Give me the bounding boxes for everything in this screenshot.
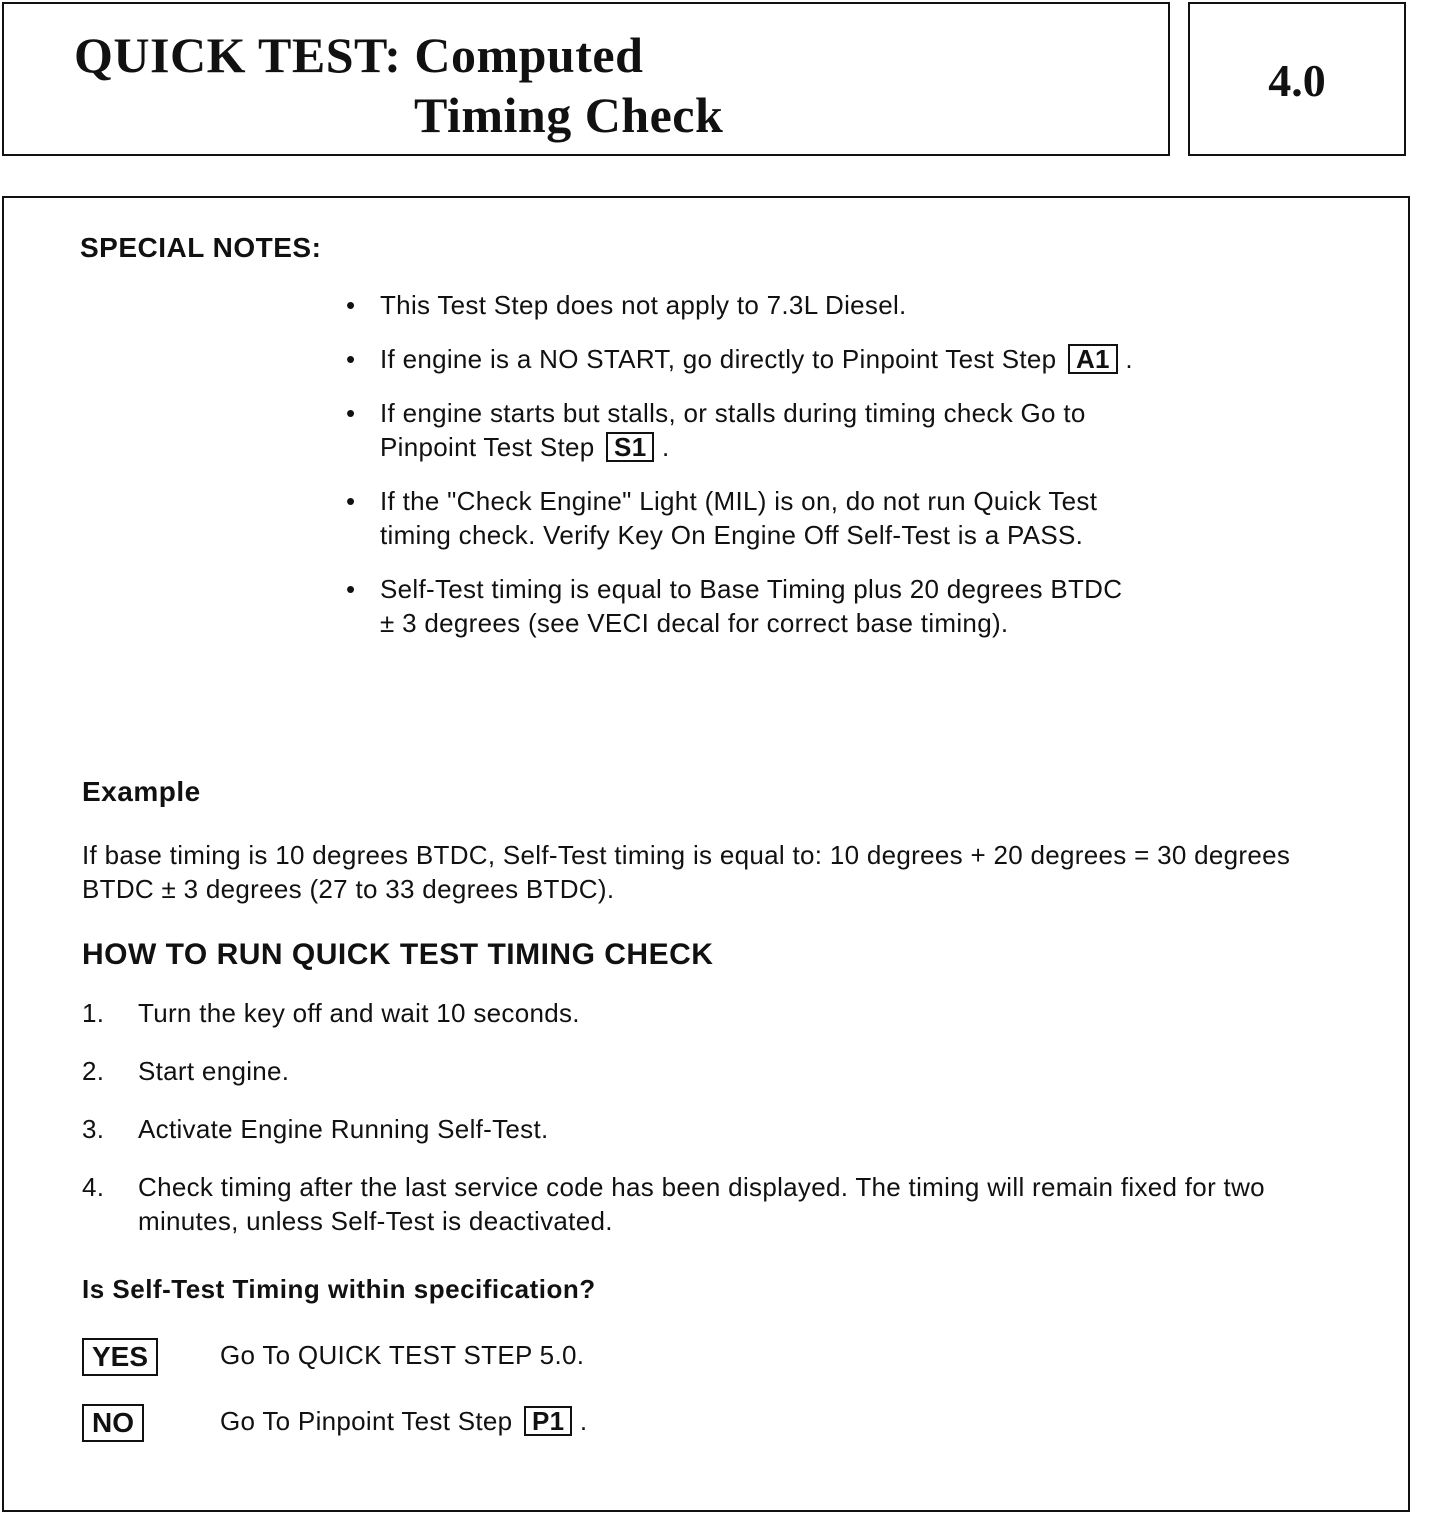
note-item	[344, 288, 1144, 322]
pinpoint-ref-a1[interactable]: A1	[1068, 344, 1118, 374]
bullet-icon: •	[346, 486, 356, 516]
page-title-line2: Timing Check	[414, 87, 724, 143]
step-num: 3.	[82, 1114, 105, 1144]
pinpoint-ref-p1[interactable]: P1	[524, 1406, 572, 1436]
page-title-line1: QUICK TEST: Computed	[74, 27, 644, 83]
step-text: Activate Engine Running Self-Test.	[138, 1114, 549, 1144]
content-panel	[2, 196, 1410, 1512]
question-text: Is Self-Test Timing within specification?	[82, 1274, 596, 1304]
yes-action-text: Go To QUICK TEST STEP 5.0.	[220, 1340, 585, 1370]
step-item	[82, 1054, 1312, 1088]
note-item	[344, 342, 1144, 376]
step-number-box	[1188, 2, 1406, 156]
how-to-heading: HOW TO RUN QUICK TEST TIMING CHECK	[82, 938, 714, 971]
bullet-icon: •	[346, 574, 356, 604]
example-text: If base timing is 10 degrees BTDC, Self-Test timing is equal to: 10 degrees + 20 degrees = 30 degrees BTDC ± 3 degrees (27 to 33 degrees BTDC).	[82, 840, 1291, 904]
step-text: Start engine.	[138, 1056, 290, 1086]
bullet-icon: •	[346, 344, 356, 374]
note-text: If the "Check Engine" Light (MIL) is on, do not run Quick Test timing check. Verify Key On Engine Off Self-Test is a PASS.	[380, 486, 1098, 550]
bullet-icon: •	[346, 290, 356, 320]
note-item	[344, 484, 1144, 552]
note-item	[344, 396, 1144, 464]
no-action-text: Go To Pinpoint Test Step	[220, 1406, 513, 1436]
special-notes-list	[344, 288, 1144, 660]
step-item	[82, 1170, 1312, 1238]
example-heading: Example	[82, 776, 201, 807]
note-text: If engine is a NO START, go directly to Pinpoint Test Step	[380, 344, 1057, 374]
answer-yes-row	[82, 1338, 585, 1376]
no-action	[220, 1406, 587, 1437]
step-item	[82, 996, 1312, 1030]
note-suffix: .	[661, 432, 670, 462]
no-label[interactable]: NO	[82, 1404, 144, 1442]
note-suffix: .	[1125, 344, 1133, 374]
step-number: 4.0	[1268, 55, 1326, 106]
title-box	[2, 2, 1170, 156]
special-notes-heading: SPECIAL NOTES:	[80, 232, 322, 263]
note-text: Self-Test timing is equal to Base Timing plus 20 degrees BTDC ± 3 degrees (see VECI decal for correct base timing).	[380, 574, 1123, 638]
step-num: 1.	[82, 998, 105, 1028]
yes-label[interactable]: YES	[82, 1338, 158, 1376]
procedure-steps	[82, 996, 1312, 1262]
step-num: 4.	[82, 1172, 105, 1202]
answer-no-row	[82, 1404, 588, 1442]
step-text: Check timing after the last service code has been displayed. The timing will remain fixed for two minutes, unless Self-Test is deactivated.	[138, 1172, 1265, 1236]
no-action-suffix: .	[579, 1406, 588, 1436]
step-text: Turn the key off and wait 10 seconds.	[138, 998, 580, 1028]
step-num: 2.	[82, 1056, 105, 1086]
note-text: This Test Step does not apply to 7.3L Diesel.	[380, 290, 907, 320]
step-item	[82, 1112, 1312, 1146]
bullet-icon: •	[346, 398, 356, 428]
note-text: If engine starts but stalls, or stalls during timing check Go to Pinpoint Test Step	[380, 398, 1086, 462]
note-item	[344, 572, 1144, 640]
pinpoint-ref-s1[interactable]: S1	[606, 432, 654, 462]
